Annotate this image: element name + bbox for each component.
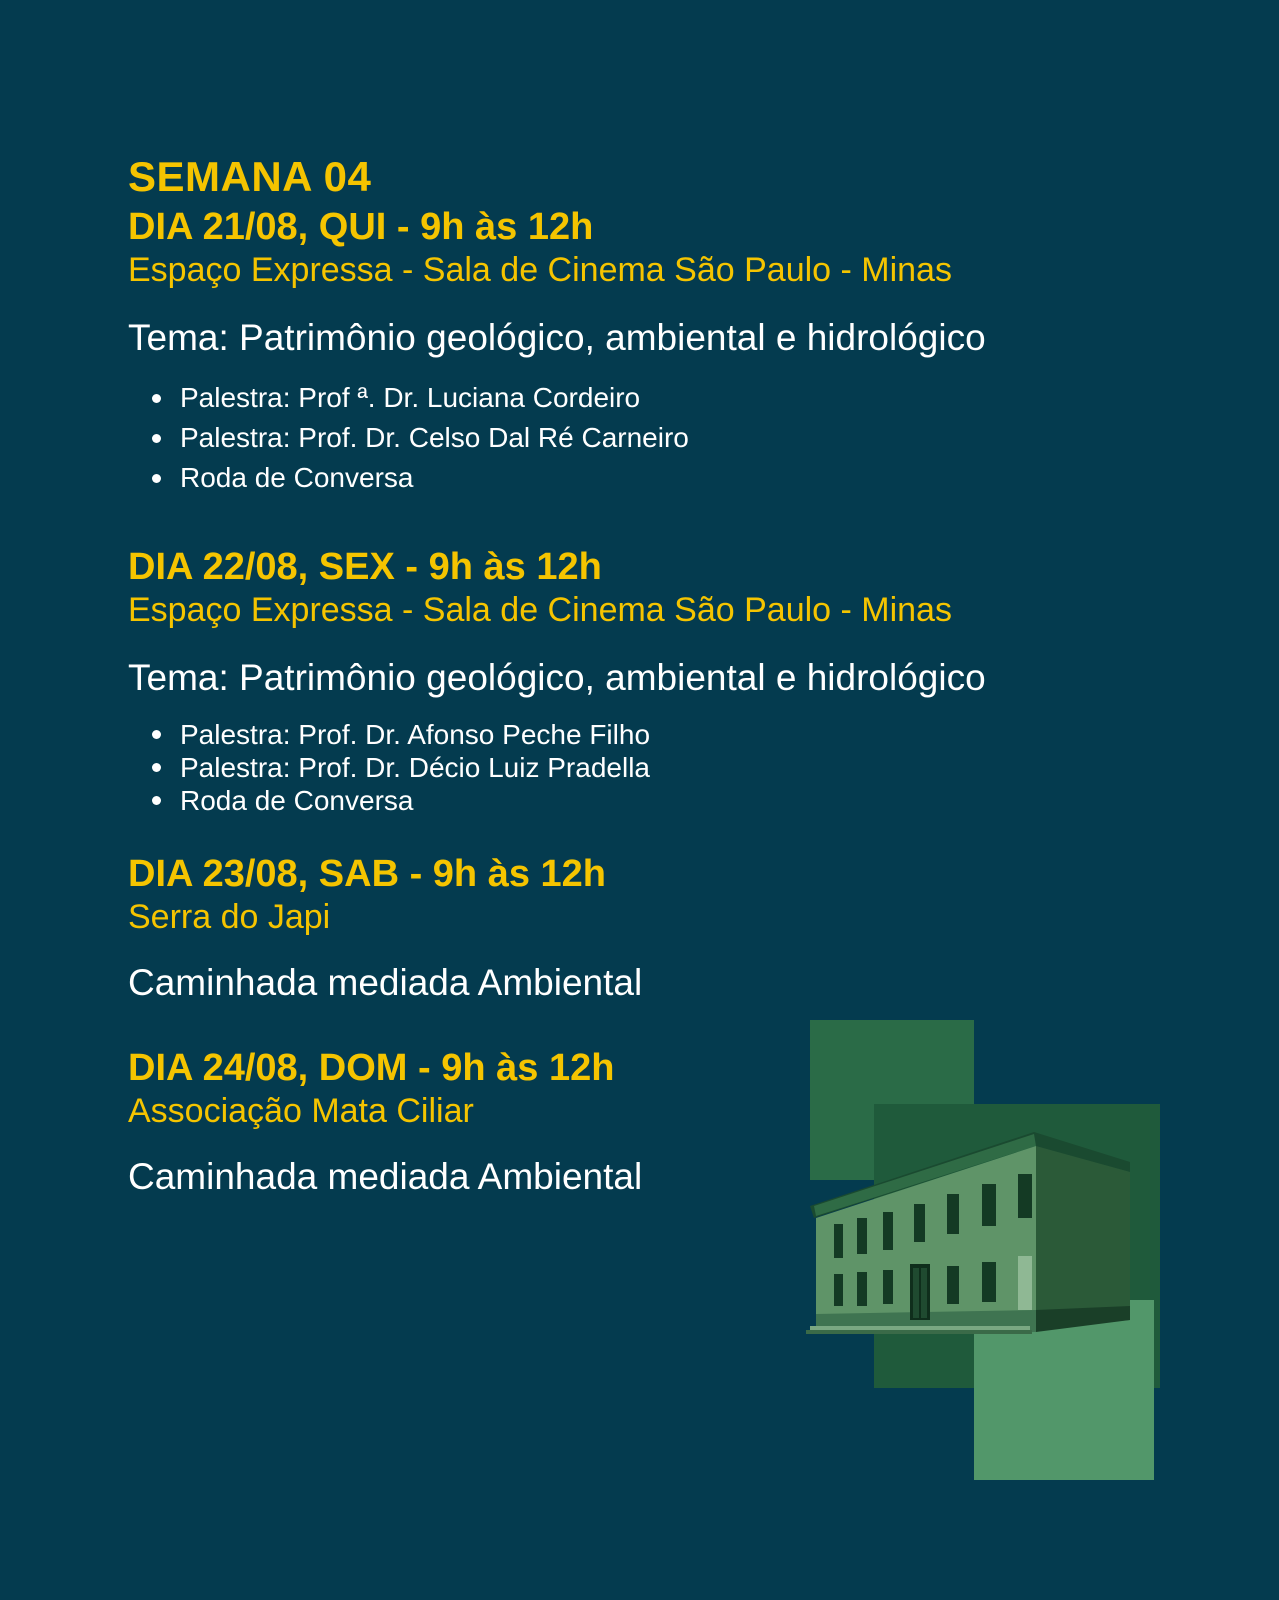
list-item: Palestra: Prof ª. Dr. Luciana Cordeiro xyxy=(128,378,1188,418)
historic-building-icon xyxy=(804,1106,1134,1356)
list-item: Palestra: Prof. Dr. Décio Luiz Pradella xyxy=(128,751,1188,784)
list-item: Roda de Conversa xyxy=(128,458,1188,498)
list-item: Roda de Conversa xyxy=(128,784,1188,817)
day-venue: Espaço Expressa - Sala de Cinema São Paulo - Minas xyxy=(128,251,952,289)
day-block-1 xyxy=(128,204,1188,498)
day-venue: Serra do Japi xyxy=(128,898,331,936)
list-item: Palestra: Prof. Dr. Celso Dal Ré Carneiro xyxy=(128,418,1188,458)
week-title: SEMANA 04 xyxy=(128,153,372,200)
day-venue: Espaço Expressa - Sala de Cinema São Paulo - Minas xyxy=(128,591,952,629)
day-heading: DIA 21/08, QUI - 9h às 12h xyxy=(128,206,594,248)
day-heading: DIA 23/08, SAB - 9h às 12h xyxy=(128,853,607,895)
day-activity: Caminhada mediada Ambiental xyxy=(128,1156,643,1197)
day-venue: Associação Mata Ciliar xyxy=(128,1092,474,1130)
talk-list xyxy=(128,718,1188,817)
list-item: Palestra: Prof. Dr. Afonso Peche Filho xyxy=(128,718,1188,751)
day-block-3 xyxy=(128,851,1188,1005)
day-theme: Tema: Patrimônio geológico, ambiental e hidrológico xyxy=(128,317,986,358)
day-block-2 xyxy=(128,544,1188,817)
talk-list xyxy=(128,378,1188,498)
day-theme: Tema: Patrimônio geológico, ambiental e hidrológico xyxy=(128,657,986,698)
day-heading: DIA 22/08, SEX - 9h às 12h xyxy=(128,546,602,588)
building-illustration xyxy=(810,1020,1160,1480)
day-activity: Caminhada mediada Ambiental xyxy=(128,962,643,1003)
day-heading: DIA 24/08, DOM - 9h às 12h xyxy=(128,1047,615,1089)
